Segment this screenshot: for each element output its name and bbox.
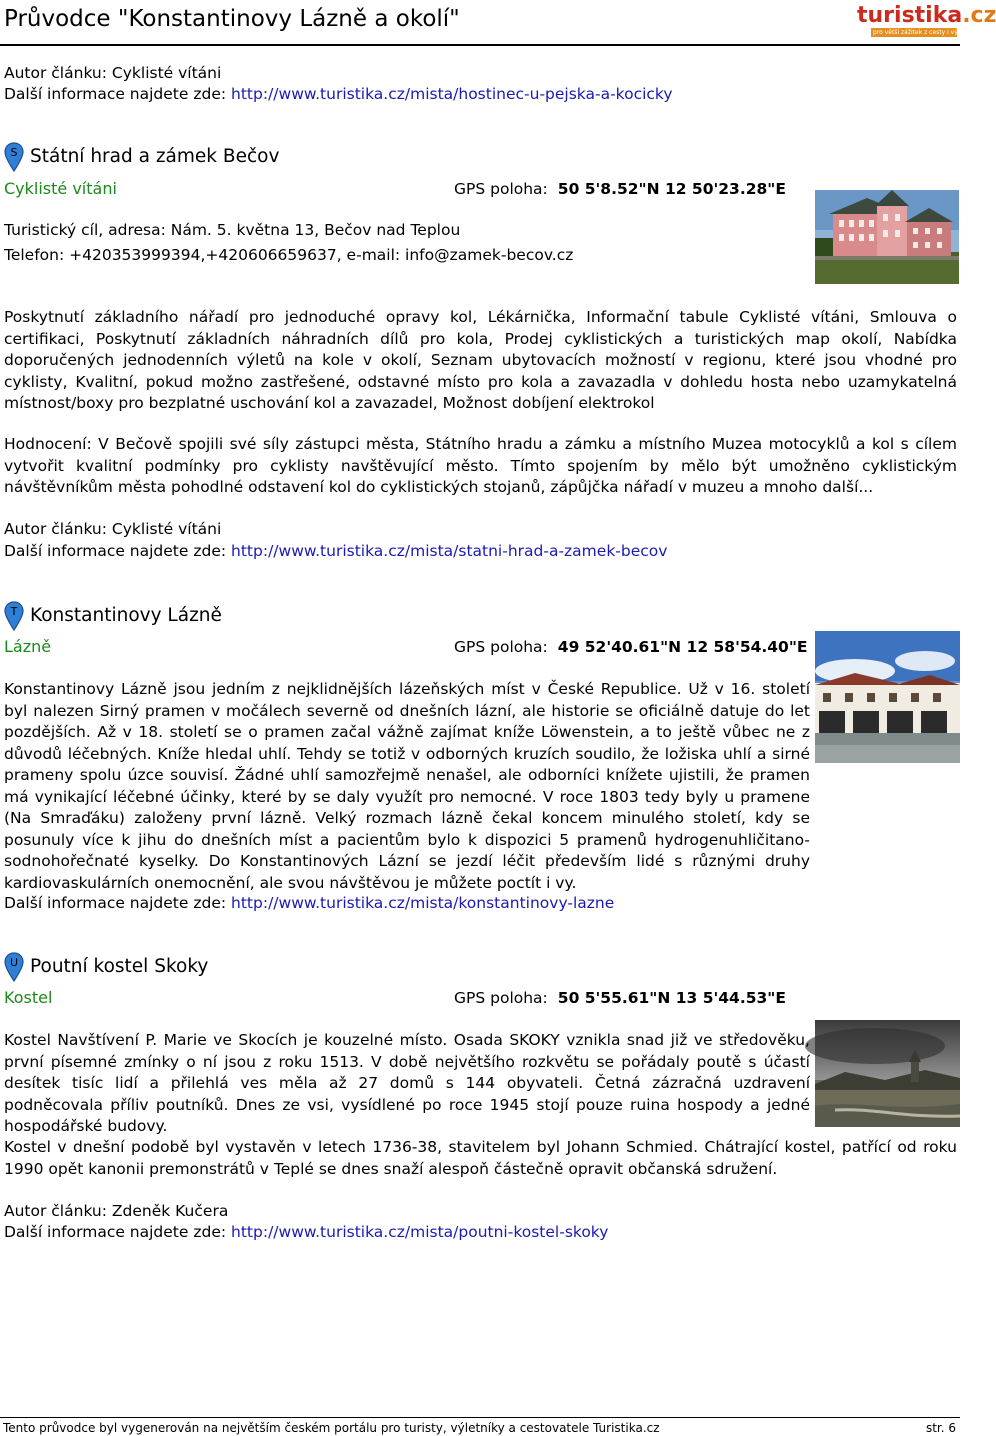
place-description: Kostel Navštívení P. Marie ve Skocích je kouzelné místo. Osada SKOKY vznikla snad již ve středověku, první písemné zmínky o ní jsou z roku 1513. V době největšího rozkvětu se pořádaly poutě s účastí desítek tisíc lidí a přilehlá ves měla až 27 domů s 144 obyvateli. Četná zázračná uzdravení podněcovala příliv poutníků. Dnes ze vsi, vysídlené po roce 1945 stojí pouze ruina hospody a jedné hospodářské budovy. <box>4 1031 810 1135</box>
more-info-link[interactable]: http://www.turistika.cz/mista/statni-hrad-a-zamek-becov <box>231 542 668 560</box>
more-info-label: Další informace najdete zde: <box>4 894 227 912</box>
page-number: str. 6 <box>925 1421 956 1435</box>
place-author: Autor článku: Zdeněk Kučera <box>4 1202 229 1220</box>
gps-position <box>454 179 786 199</box>
place-address: Turistický cíl, adresa: Nám. 5. května 13, Bečov nad Teplou <box>4 221 461 239</box>
more-info-link[interactable]: http://www.turistika.cz/mista/hostinec-u-pejska-a-kocicky <box>231 85 673 103</box>
gps-label: GPS poloha: <box>454 989 548 1007</box>
svg-text:T: T <box>10 605 18 618</box>
place-description: Poskytnutí základního nářadí pro jednoduché opravy kol, Lékárnička, Informační tabule Cyklisté vítáni, Smlouva o certifikaci, Poskytnutí základních náhradních dílů pro kola, Prodej cyklistických a turistických map okolí, Nabídka doporučených jednodenních výletů na kole v okolí, Seznam ubytovacích možností v regionu, které jsou vhodné pro cyklisty, Kvalitní, pokud možno zastřešené, odstavné místo pro kola a zavazadla v dohledu hosta nebo uzamykatelná místnost/boxy pro bezplatné uschování kol a zavazadel, Možnost dobíjení elektrokol <box>4 308 957 412</box>
top-more-info <box>4 84 673 104</box>
castle-photo <box>815 190 959 284</box>
church-photo <box>815 1020 960 1127</box>
gps-position <box>454 988 786 1008</box>
place-category: Kostel <box>4 988 53 1007</box>
place-author: Autor článku: Cyklisté vítáni <box>4 520 222 538</box>
place-more-info <box>4 893 614 913</box>
more-info-link[interactable]: http://www.turistika.cz/mista/poutni-kostel-skoky <box>231 1223 609 1241</box>
more-info-link[interactable]: http://www.turistika.cz/mista/konstantinovy-lazne <box>231 894 615 912</box>
place-title[interactable]: Konstantinovy Lázně <box>30 605 222 626</box>
guide-title: Průvodce "Konstantinovy Lázně a okolí" <box>4 6 460 32</box>
place-more-info <box>4 541 667 561</box>
place-title[interactable]: Státní hrad a zámek Bečov <box>30 146 280 167</box>
gps-value: 50 5'8.52"N 12 50'23.28"E <box>557 180 786 198</box>
more-info-label: Další informace najdete zde: <box>4 85 227 103</box>
page-footer <box>0 1417 960 1435</box>
more-info-label: Další informace najdete zde: <box>4 542 227 560</box>
page-header <box>0 0 996 46</box>
more-info-label: Další informace najdete zde: <box>4 1223 227 1241</box>
gps-value: 50 5'55.61"N 13 5'44.53"E <box>557 989 786 1007</box>
place-description-2: Kostel v dnešní podobě byl vystavěn v letech 1736-38, stavitelem byl Johann Schmied. Chátrající kostel, patřící od roku 1990 opět kanonii premonstrátů v Teplé se dnes snaží alespoň částečně opravit občanská sdružení. <box>4 1138 957 1178</box>
place-title[interactable]: Poutní kostel Skoky <box>30 956 209 977</box>
top-author: Autor článku: Cyklisté vítáni <box>4 64 222 82</box>
logo-wordmark: turistika.cz <box>857 3 996 28</box>
place-rating: Hodnocení: V Bečově spojili své síly zástupci města, Státního hradu a zámku a místního Muzea motocyklů a kol s cílem vytvořit kvalitní podmínky pro cyklisty navštěvující město. Tímto spojením by mělo být umožněno cyklistickým návštěvníkům města pohodlné odstavení kol do cyklistických stojanů, zápůjčka nářadí v muzeu a mnoho další... <box>4 435 957 496</box>
footer-text: Tento průvodce byl vygenerován na největším českém portálu pro turisty, výletníky a cestovatele Turistika.cz <box>3 1421 660 1435</box>
place-more-info <box>4 1222 608 1242</box>
gps-position <box>454 637 808 657</box>
place-description: Konstantinovy Lázně jsou jedním z nejklidnějších lázeňských míst v České Republice. Už v 16. století byl nalezen Sirný pramen v močálech severně od dnešních lázní, ale historie se oficiálně datuje do let pozdějších. Až v 18. století se o pramen začal vážně zajímat kníže Löwenstein, a to ještě vůbec ne z důvodů léčebných. Kníže hledal uhlí. Tehdy se totiž v odborných kruzích soudilo, že ložiska uhlí a sirné prameny spolu úzce souvisí. Žádné uhlí samozřejmě nenašel, ale odborníci knížete ujistili, že pramen má vynikající léčebné účinky, které by se daly využít pro nemocné. V roce 1803 tedy byly u pramene (Na Smraďáku) založeny první lázně. Velký rozmach lázně čekal koncem minulého století, kdy se posunuly více k jihu do dnešních míst a pacientům bylo k dispozici 5 pramenů hydrogenuhličitano- sodnohořečnaté kyselky. Do Konstantinových Lázní se jezdí léčit především lidé s různými druhy kardiovaskulárních onemocnění, ale svou návštěvou je můžete poctít i vy. <box>4 680 810 892</box>
place-category: Cyklisté vítáni <box>4 179 117 198</box>
gps-value: 49 52'40.61"N 12 58'54.40"E <box>557 638 808 656</box>
place-contact: Telefon: +420353999394,+420606659637, e-mail: info@zamek-becov.cz <box>4 246 574 264</box>
map-pin-icon <box>4 952 24 982</box>
map-pin-icon <box>4 142 24 172</box>
place-category: Lázně <box>4 637 52 656</box>
spa-photo <box>815 631 960 763</box>
svg-text:S: S <box>10 146 18 159</box>
gps-label: GPS poloha: <box>454 180 548 198</box>
map-pin-icon <box>4 601 24 631</box>
gps-label: GPS poloha: <box>454 638 548 656</box>
svg-text:U: U <box>9 956 19 969</box>
logo-tagline: pro větší zážitek z cesty i výletu <box>873 29 970 36</box>
turistika-logo[interactable] <box>857 3 996 38</box>
